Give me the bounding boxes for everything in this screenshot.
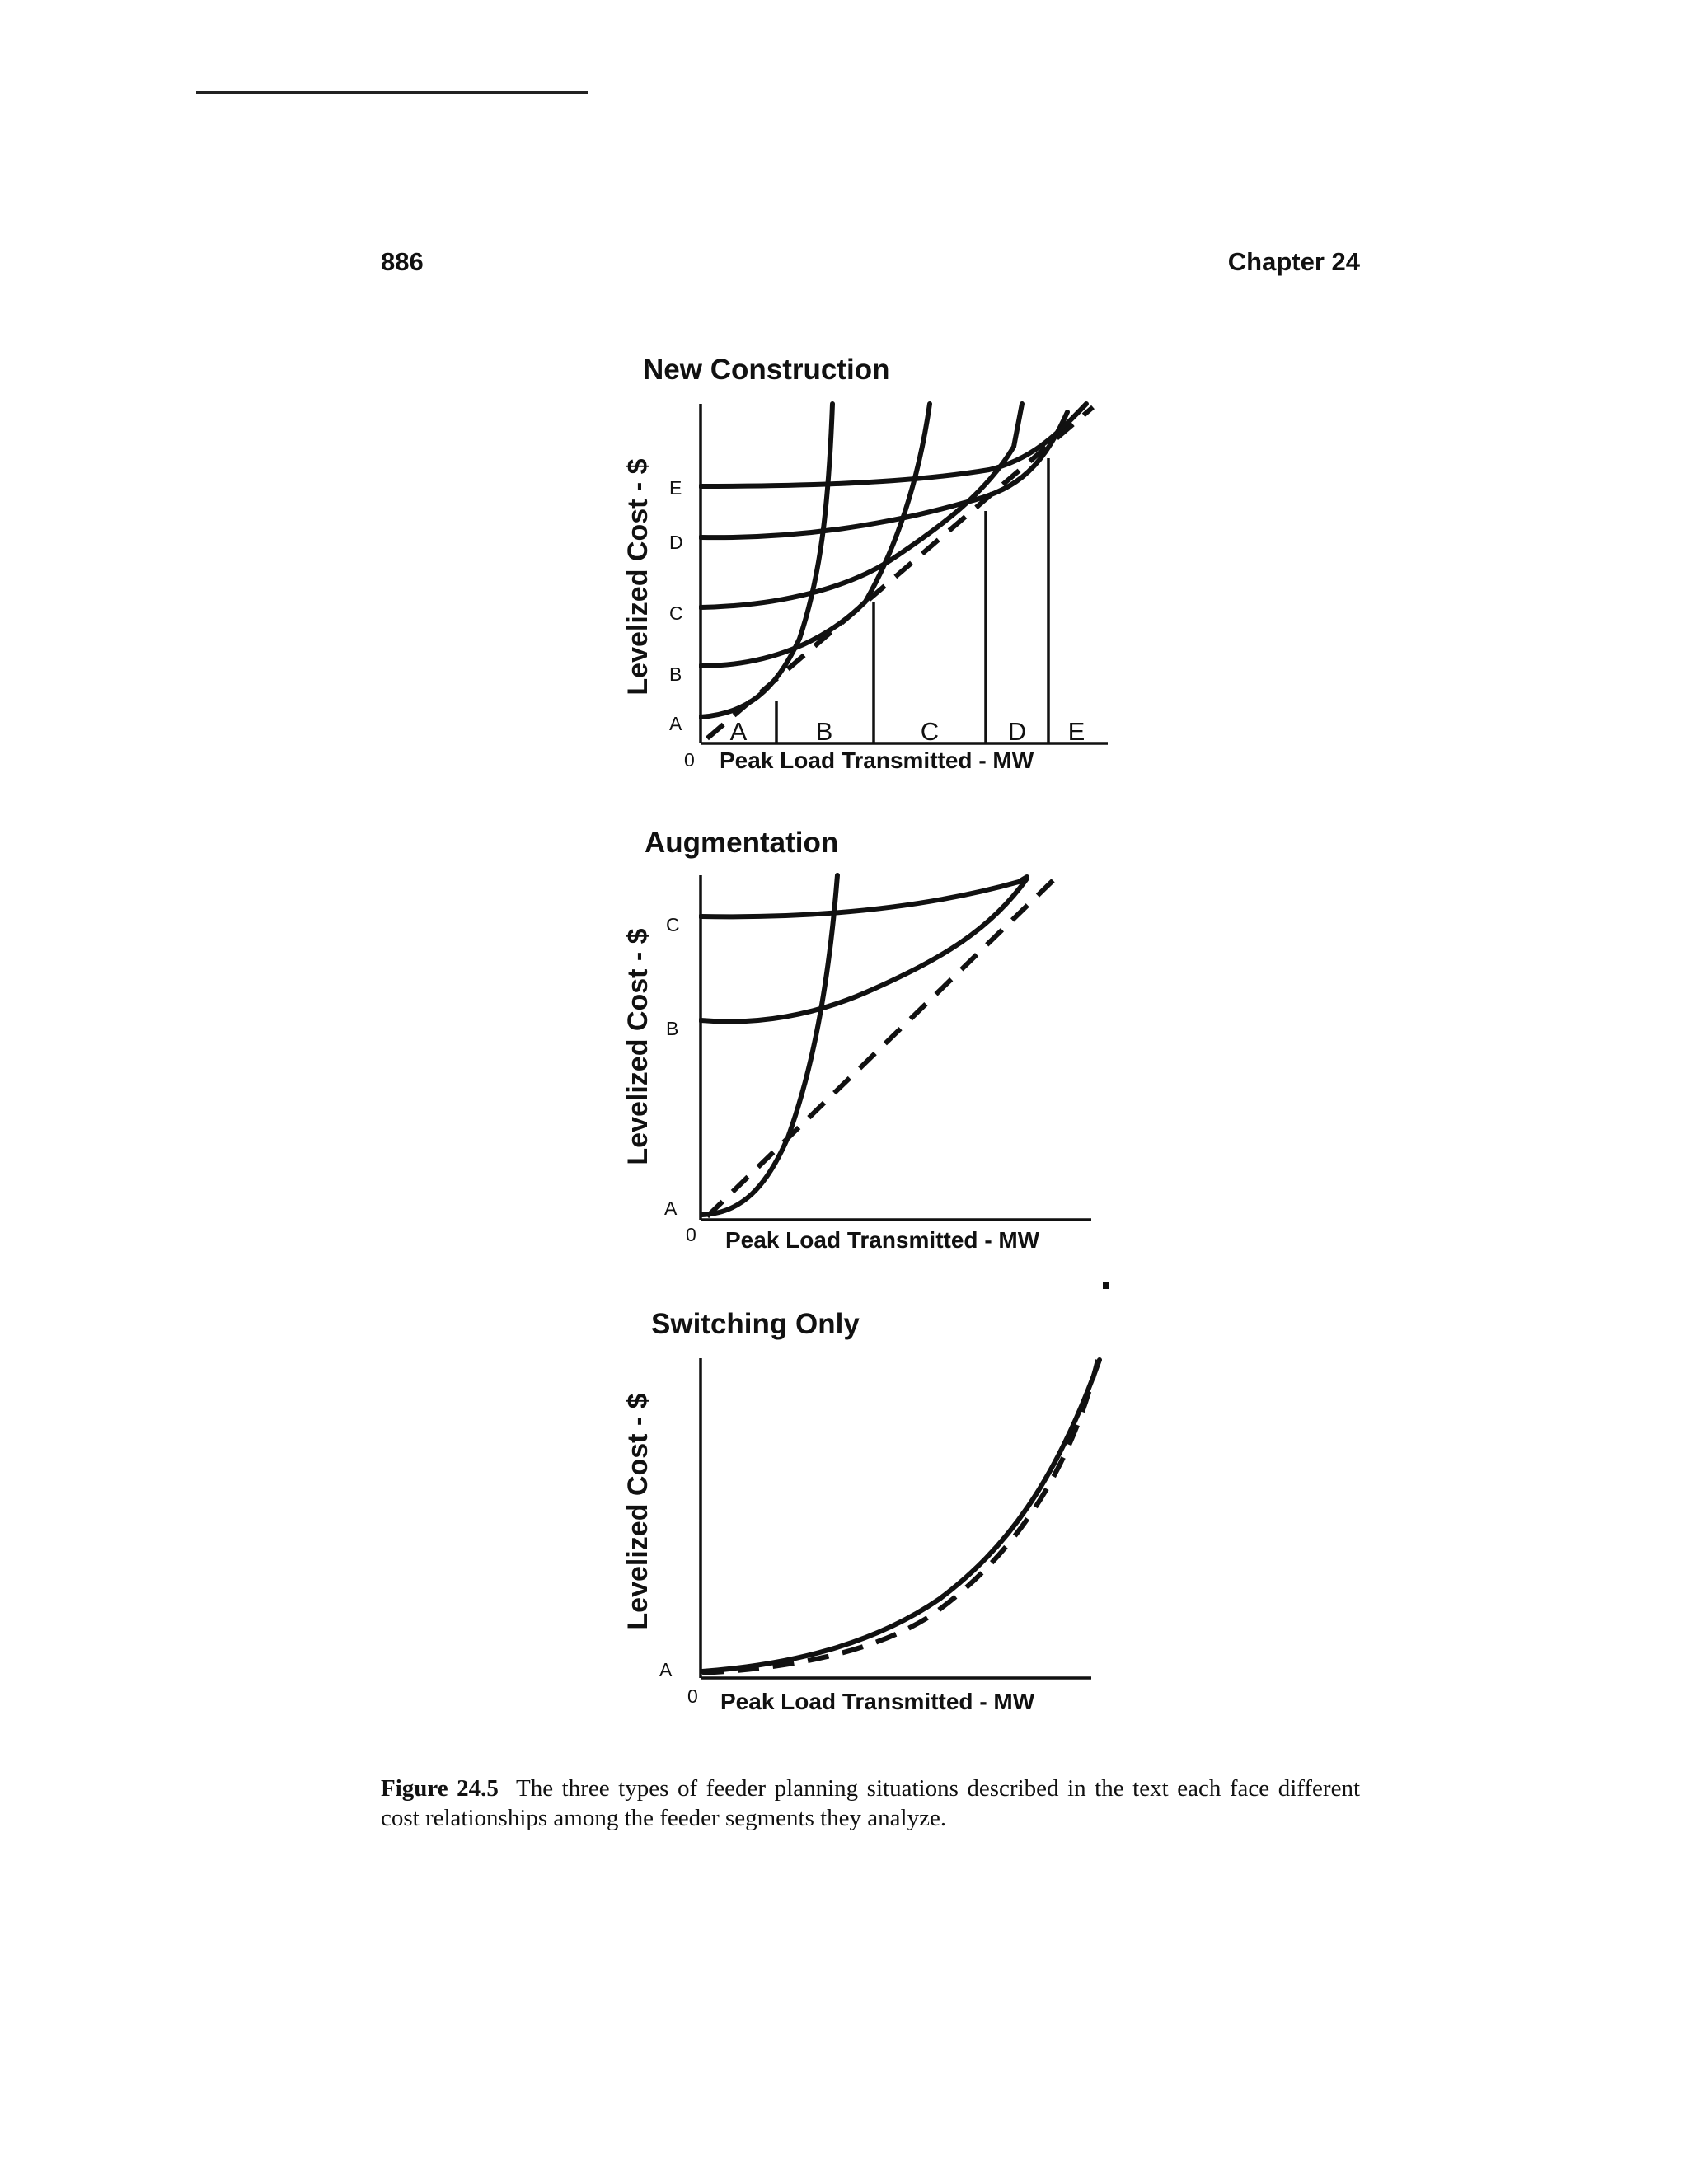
panel-switching-only	[622, 1308, 1100, 1714]
stray-mark	[1103, 1282, 1109, 1289]
cost-curve-c	[701, 877, 1027, 916]
cost-curve-a	[701, 404, 832, 717]
panel-title: New Construction	[643, 354, 890, 386]
y-axis-label: Levelized Cost - $	[622, 928, 654, 1165]
cost-curve-a	[702, 1360, 1100, 1671]
cost-envelope	[707, 407, 1093, 738]
cost-envelope	[707, 879, 1055, 1216]
ytick-a: A	[669, 713, 682, 734]
ytick-d: D	[669, 532, 683, 553]
running-head: Chapter 24	[1227, 247, 1360, 276]
panel-title: Augmentation	[645, 827, 839, 859]
caption-text: The three types of feeder planning situations described in the text each face different cost relationships among the feeder segments they analyze.	[381, 1775, 1360, 1831]
ytick-b: B	[666, 1018, 679, 1039]
cost-curve-a	[702, 875, 837, 1215]
cost-curve-b	[701, 879, 1027, 1021]
region-d: D	[1007, 717, 1027, 746]
ytick-a: A	[659, 1659, 673, 1680]
x-axis-label: Peak Load Transmitted - MW	[720, 748, 1034, 773]
region-b: B	[815, 717, 833, 746]
page-number: 886	[381, 247, 424, 276]
panel-augmentation	[622, 827, 1091, 1253]
origin-label: 0	[684, 749, 695, 771]
figure-caption	[381, 1774, 1360, 1833]
y-axis-label: Levelized Cost - $	[622, 458, 654, 696]
y-axis-label: Levelized Cost - $	[622, 1393, 654, 1630]
ytick-e: E	[669, 477, 682, 499]
panel-title: Switching Only	[651, 1308, 860, 1340]
region-c: C	[920, 717, 940, 746]
cost-curve-c	[701, 404, 1022, 607]
ytick-b: B	[669, 663, 682, 685]
cost-envelope	[702, 1360, 1098, 1673]
ytick-a: A	[664, 1197, 678, 1219]
panel-new-construction	[622, 354, 1108, 773]
x-axis-label: Peak Load Transmitted - MW	[725, 1227, 1040, 1253]
ytick-c: C	[666, 914, 680, 935]
x-axis-label: Peak Load Transmitted - MW	[720, 1689, 1035, 1714]
origin-label: 0	[686, 1224, 696, 1245]
origin-label: 0	[687, 1685, 698, 1707]
region-a: A	[729, 717, 748, 746]
region-e: E	[1067, 717, 1085, 746]
ytick-c: C	[669, 602, 683, 624]
caption-label: Figure 24.5	[381, 1775, 499, 1802]
